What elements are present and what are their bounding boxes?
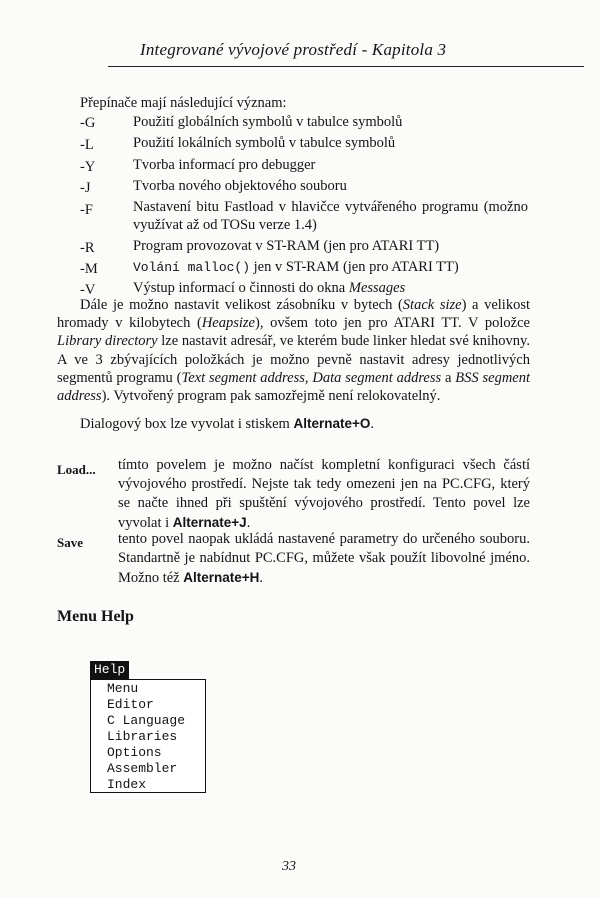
switch-flag: -R	[80, 240, 95, 256]
switch-flag: -Y	[80, 159, 96, 175]
shortcut-key: Alternate+H	[183, 570, 260, 585]
paragraph: Dále je možno nastavit velikost zásobníku v bytech (Stack size) a velikost hromady v kilobytech (Heapsize), ovšem toto jen pro ATARI TT. V položce Library directory lze nastavit adresář, ve kterém bude linker hledat své knihovny. A ve 3 zbývajících položkách je možno pevně nastavit adresy jednotlivých segmentů programu (Text segment address, Data segment address a BSS segment address). Vytvořený program pak samozřejmě není relokovatelný.	[57, 297, 531, 405]
switch-desc: Použití lokálních symbolů v tabulce symbolů	[133, 135, 396, 151]
menu-title: Help	[90, 661, 129, 679]
switch-desc: Tvorba nového objektového souboru	[133, 178, 347, 194]
switch-flag: -F	[80, 202, 93, 218]
help-menu	[90, 679, 206, 793]
switch-desc: Program provozovat v ST-RAM (jen pro ATARI TT)	[133, 238, 440, 254]
switch-desc	[133, 258, 459, 277]
switch-flag: -L	[80, 137, 94, 153]
switch-desc-text: Výstup informací o činnosti do okna	[133, 280, 349, 296]
term-load-desc: tímto povelem je možno načíst kompletní konfiguraci všech částí vývojového prostředí. Nejste tak tedy omezeni jen na PC.CFG, který se načte ihned při spuštění vývojového prostředí. Tento povel lze vyvolat i Alternate+J.	[118, 457, 530, 531]
switch-desc: Tvorba informací pro debugger	[133, 157, 316, 173]
page-number: 33	[282, 859, 296, 874]
menu-item: Libraries	[107, 729, 178, 744]
header-rule	[108, 66, 584, 67]
paragraph-shortcut: Dialogový box lze vyvolat i stiskem Alternate+O.	[80, 416, 374, 432]
switch-desc-rest: jen v ST-RAM (jen pro ATARI TT)	[250, 259, 459, 275]
switch-desc: Použití globálních symbolů v tabulce symbolů	[133, 114, 403, 130]
switch-flag: -V	[80, 282, 96, 298]
section-title: Menu Help	[57, 608, 134, 625]
menu-item: Editor	[107, 697, 154, 712]
page-header	[108, 40, 600, 70]
menu-item: C Language	[107, 713, 186, 728]
intro-text: Přepínače mají následující význam:	[80, 95, 287, 111]
term-save-desc: tento povel naopak ukládá nastavené parametry do určeného souboru. Standartně je nabídnut PC.CFG, můžete však použít libovolné jméno. Možno též Alternate+H.	[118, 531, 530, 586]
term-save: Save	[57, 535, 83, 550]
shortcut-key: Alternate+J	[172, 515, 247, 530]
switch-flag: -G	[80, 115, 96, 131]
messages-term: Messages	[348, 280, 406, 296]
menu-item: Index	[107, 777, 147, 792]
menu-item: Menu	[107, 681, 139, 696]
menu-item: Assembler	[107, 761, 178, 776]
header-title: Integrované vývojové prostředí - Kapitola 3	[140, 40, 447, 59]
menu-item: Options	[107, 745, 162, 760]
shortcut-key: Alternate+O	[293, 416, 371, 431]
switch-desc: Nastavení bitu Fastload v hlavičce vytvářeného programu (možno využívat až od TOSu verze 1.4)	[133, 199, 528, 233]
switch-flag: -M	[80, 261, 98, 277]
switch-desc	[133, 279, 405, 297]
switch-flag: -J	[80, 180, 91, 196]
malloc-code: Volání malloc()	[133, 260, 251, 275]
term-load: Load...	[57, 462, 96, 477]
